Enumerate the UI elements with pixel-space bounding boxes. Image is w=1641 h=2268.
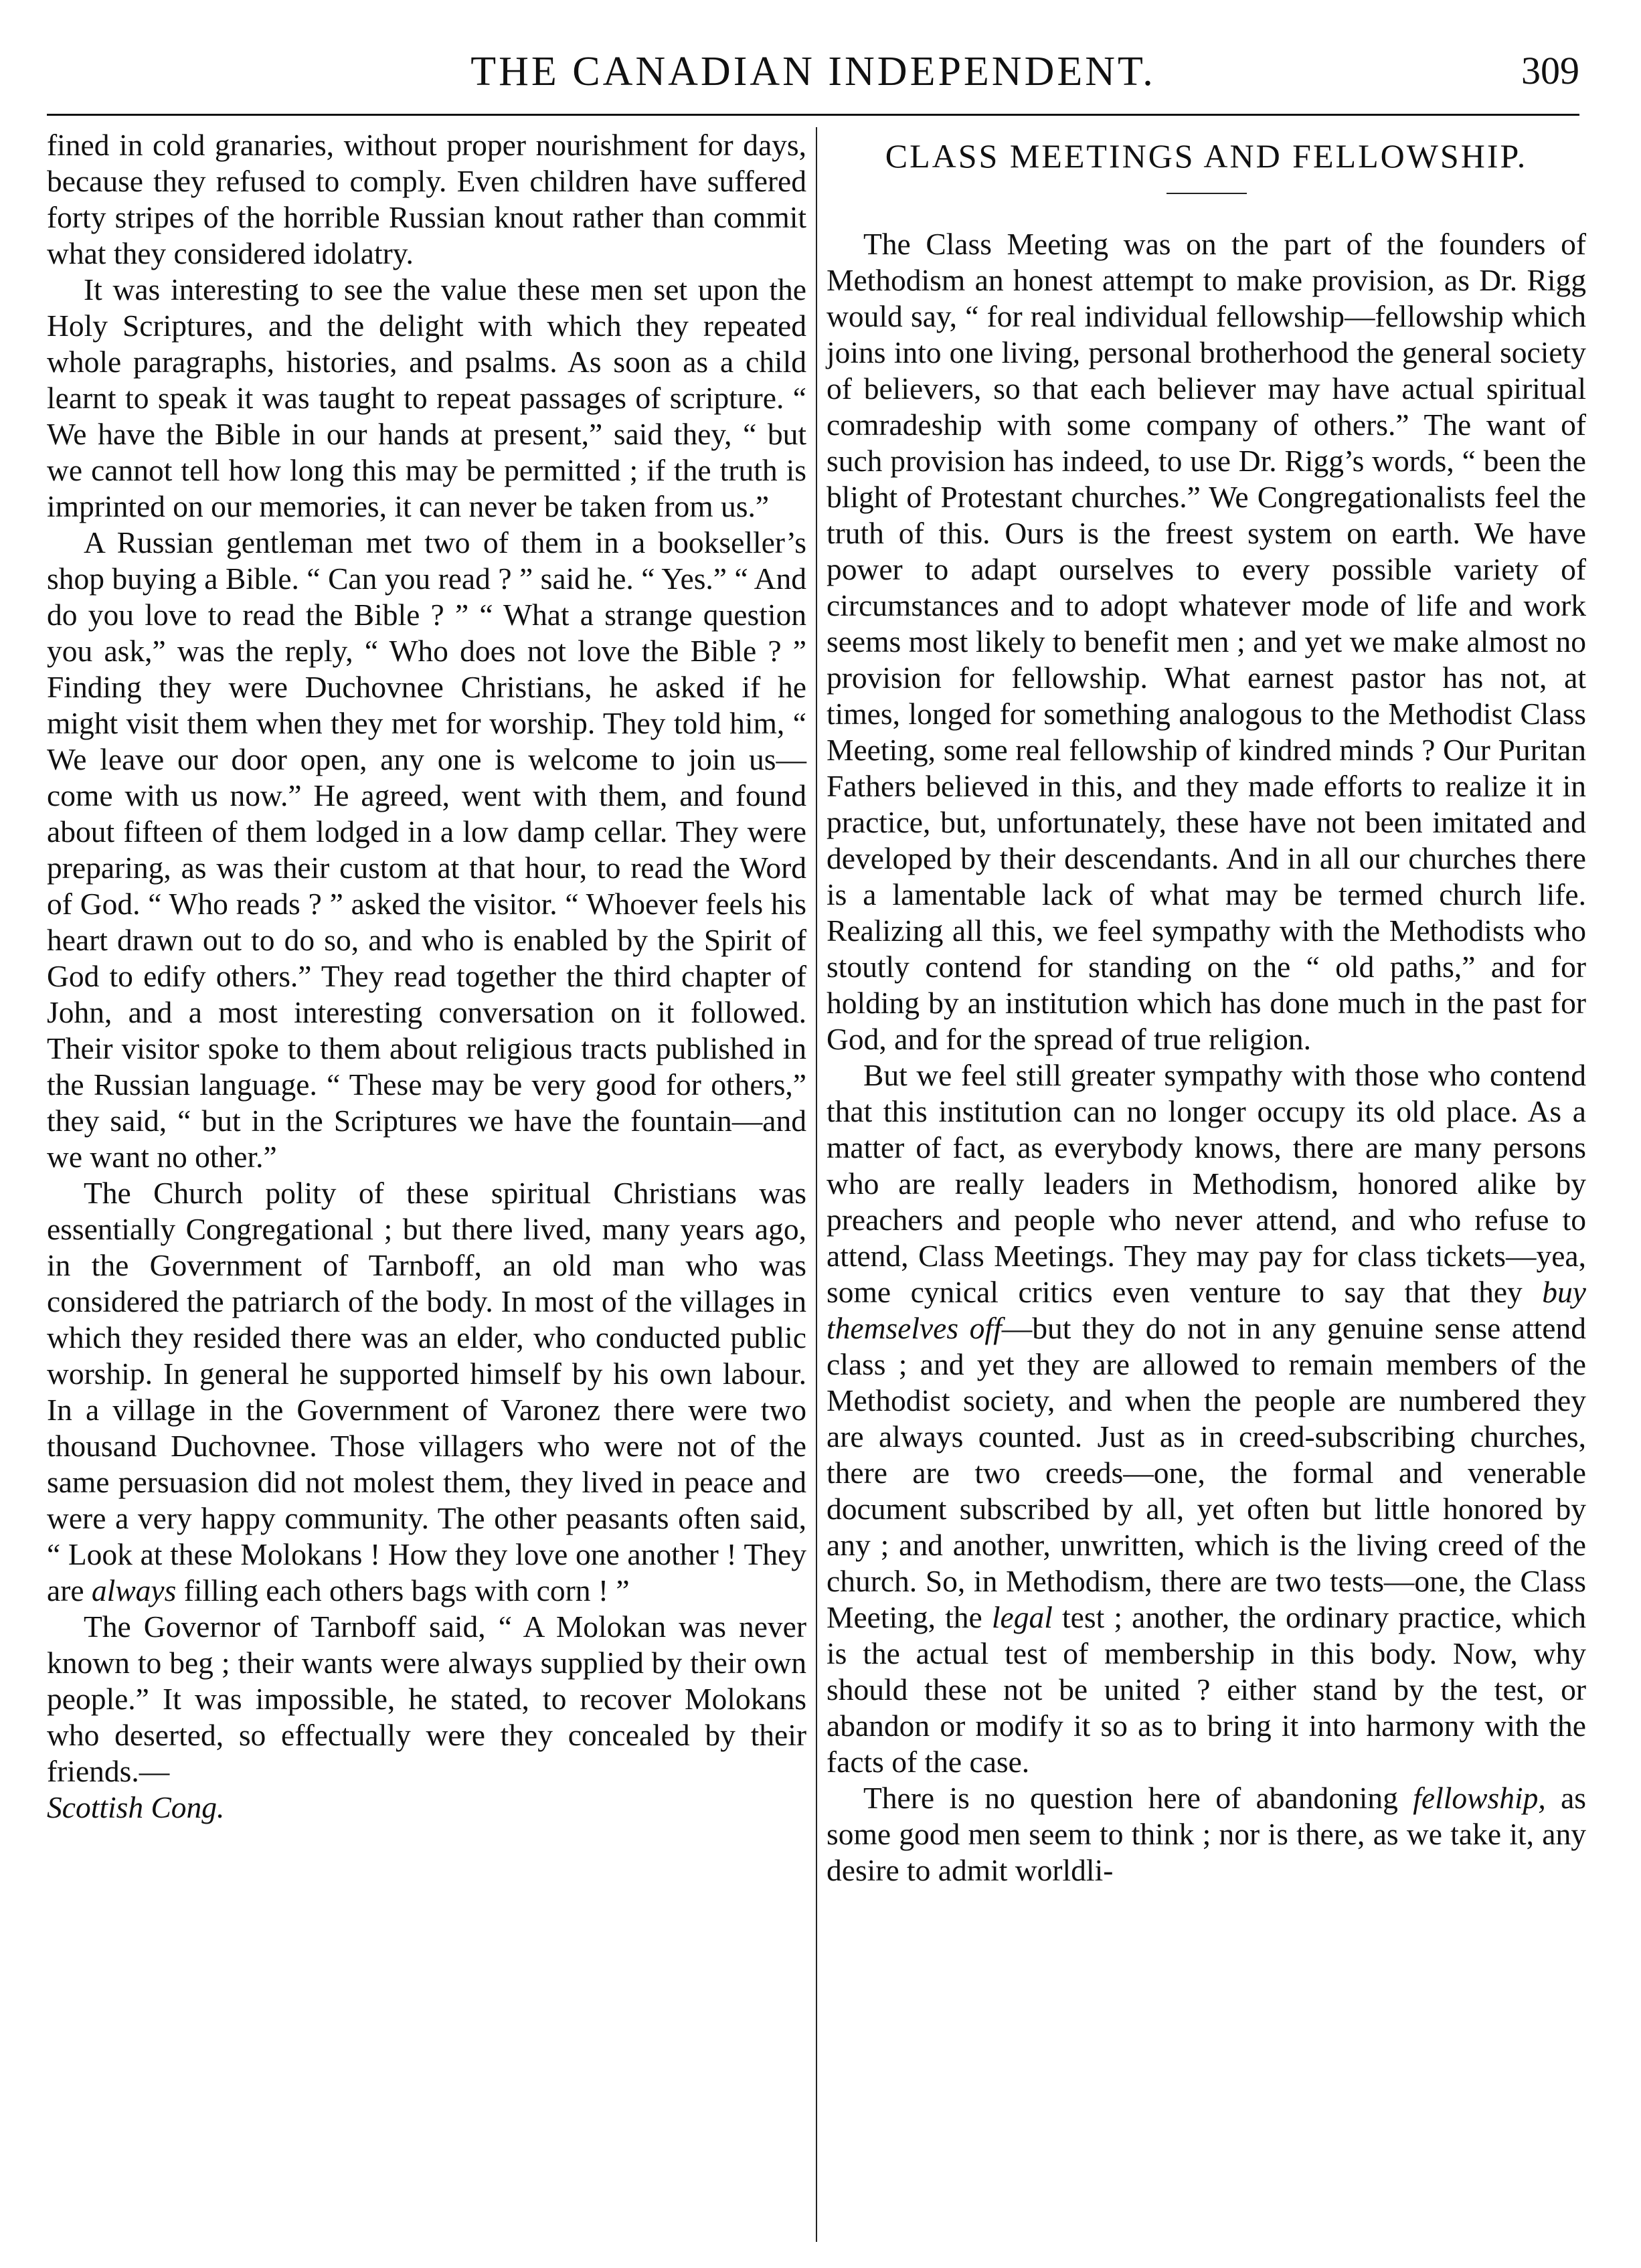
- text-run: The Church polity of these spiritual Christians was essentially Congregational ; but there lived, many years ago, in the Government of Tarnboff, an old man who was considered the patriarch of the body. In most of the villages in which they resided there was an elder, who conducted public worship. In general he supported himself by his own labour. In a village in the Government of Varonez there were two thousand Duchovnee. Those villagers who were not of the same persuasion did not molest them, they lived in peace and were a very happy community. The other peasants often said, “ Look at these Molokans ! How they love one another ! They are: [47, 1176, 806, 1607]
- text-run: But we feel still greater sympathy with those who contend that this institution can no longer occupy its old place. As a matter of fact, as everybody knows, there are many persons who are really leaders in Methodism, honored alike by preachers and people who never attend, and who refuse to attend, Class Meetings. They may pay for class tickets—yea, some cynical critics even venture to say that they: [827, 1058, 1586, 1309]
- italic-text: buy themselves off: [827, 1275, 1586, 1345]
- column-divider: [816, 127, 817, 2242]
- paragraph: The Governor of Tarnboff said, “ A Molokan was never known to beg ; their wants were always supplied by their own people.” It was impossible, he stated, to recover Molokans who deserted, so effectually were they concealed by their friends.—: [47, 1609, 806, 1788]
- publication-title: THE CANADIAN INDEPENDENT.: [470, 49, 1156, 94]
- heading-rule: [1167, 193, 1247, 194]
- text-run: test ; another, the ordinary practice, which is the actual test of membership in this body. Now, why should these not be united ? either stand by the test, or abandon or modify it so as to bring it into harmony with the facts of the case.: [827, 1600, 1586, 1779]
- paragraph: fined in cold granaries, without proper nourishment for days, because they refused to comply. Even children have suffered forty stripes of the horrible Russian knout rather than commit what they considered idolatry.: [47, 128, 806, 270]
- right-column: [827, 127, 1586, 1889]
- article-heading: CLASS MEETINGS AND FELLOWSHIP.: [885, 137, 1528, 175]
- page-header: [47, 40, 1579, 116]
- paragraph: [827, 1780, 1586, 1889]
- italic-text: always: [91, 1573, 177, 1607]
- text-run: There is no question here of abandoning: [863, 1781, 1413, 1815]
- italic-text: fellowship,: [1413, 1781, 1546, 1815]
- article-columns: [47, 127, 1587, 2242]
- paragraph: [47, 1175, 806, 1609]
- newspaper-page: [47, 40, 1587, 2242]
- paragraph: A Russian gentleman met two of them in a bookseller’s shop buying a Bible. “ Can you read ? ” said he. “ Yes.” “ And do you love to read the Bible ? ” “ What a strange question you ask,” was the reply, “ Who does not love the Bible ? ” Finding they were Duchovnee Christians, he asked if he might visit them when they met for worship. They told him, “ We leave our door open, any one is welcome to join us—come with us now.” He agreed, went with them, and found about fifteen of them lodged in a low damp cellar. They were preparing, as was their custom at that hour, to read the Word of God. “ Who reads ? ” asked the visitor. “ Whoever feels his heart drawn out to do so, and who is enabled by the Spirit of God to edify others.” They read together the third chapter of John, and a most interesting conversation on it followed. Their visitor spoke to them about religious tracts published in the Russian language. “ These may be very good for others,” they said, “ but in the Scriptures we have the fountain—and we want no other.”: [47, 525, 806, 1174]
- text-run: —but they do not in any genuine sense attend class ; and yet they are allowed to remain members of the Methodist society, and when the people are numbered they are always counted. Just as in creed-subscribing churches, there are two creeds—one, the formal and venerable document subscribed by all, yet often but little honored by any ; and another, unwritten, which is the living creed of the church. So, in Methodism, there are two tests—one, the Class Meeting, the: [827, 1311, 1586, 1634]
- text-run: as some good men seem to think ; nor is there, as we take it, any desire to admit worldli-: [827, 1781, 1587, 1887]
- left-column: [47, 127, 806, 1826]
- text-run: filling each others bags with corn ! ”: [176, 1573, 630, 1607]
- page-number: 309: [1521, 49, 1579, 92]
- source-credit: Scottish Cong.: [47, 1790, 225, 1824]
- italic-text: legal: [991, 1600, 1053, 1634]
- paragraph: The Class Meeting was on the part of the founders of Methodism an honest attempt to make provision, as Dr. Rigg would say, “ for real individual fellowship—fellowship which joins into one living, personal brotherhood the general society of believers, so that each believer may have actual spiritual comradeship with some company of others.” The want of such provision has indeed, to use Dr. Rigg’s words, “ been the blight of Protestant churches.” We Congregationalists feel the truth of this. Ours is the freest system on earth. We have power to adapt ourselves to every possible variety of circumstances and to adopt whatever mode of life and work seems most likely to benefit men ; and yet we make almost no provision for fellowship. What earnest pastor has not, at times, longed for something analogous to the Methodist Class Meeting, some real fellowship of kindred minds ? Our Puritan Fathers believed in this, and they made efforts to realize it in practice, but, unfortunately, these have not been imitated and developed by their descendants. And in all our churches there is a lamentable lack of what may be termed church life. Realizing all this, we feel sympathy with the Methodists who stoutly contend for standing on the “ old paths,” and for holding by an institution which has done much in the past for God, and for the spread of true religion.: [827, 227, 1586, 1056]
- paragraph: It was interesting to see the value these men set upon the Holy Scriptures, and the delight with which they repeated whole paragraphs, histories, and psalms. As soon as a child learnt to speak it was taught to repeat passages of scripture. “ We have the Bible in our hands at present,” said they, “ but we cannot tell how long this may be permitted ; if the truth is imprinted on our memories, it can never be taken from us.”: [47, 272, 806, 523]
- paragraph: [827, 1057, 1586, 1780]
